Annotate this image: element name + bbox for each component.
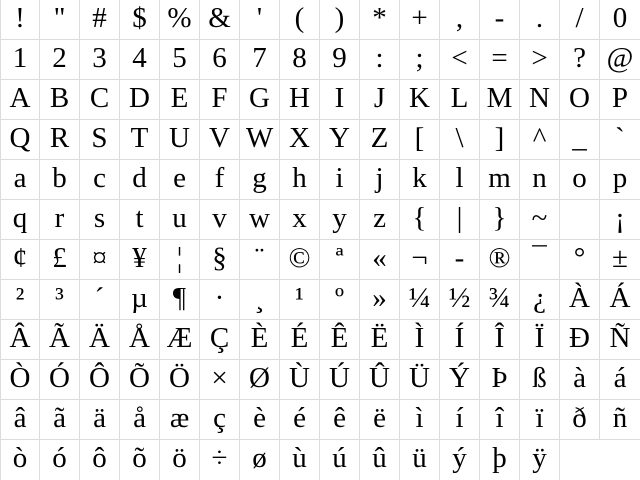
glyph-cell[interactable]: ¬	[400, 240, 440, 280]
glyph-cell[interactable]: f	[200, 160, 240, 200]
glyph-cell[interactable]: Ã	[40, 320, 80, 360]
glyph-cell[interactable]: ú	[320, 440, 360, 480]
glyph-cell[interactable]: )	[320, 0, 360, 40]
glyph-cell[interactable]: A	[0, 80, 40, 120]
glyph-cell[interactable]: }	[480, 200, 520, 240]
glyph-cell[interactable]: ¹	[280, 280, 320, 320]
glyph-cell[interactable]: |	[440, 200, 480, 240]
glyph-cell[interactable]: <	[440, 40, 480, 80]
glyph-cell[interactable]: T	[120, 120, 160, 160]
glyph-cell[interactable]: Æ	[160, 320, 200, 360]
glyph-cell[interactable]: î	[480, 400, 520, 440]
glyph-cell[interactable]: ß	[520, 360, 560, 400]
glyph-cell[interactable]: `	[600, 120, 640, 160]
glyph-cell[interactable]: à	[560, 360, 600, 400]
glyph-cell[interactable]: ,	[440, 0, 480, 40]
glyph-cell[interactable]: P	[600, 80, 640, 120]
glyph-cell[interactable]: Þ	[480, 360, 520, 400]
glyph-cell[interactable]: ¼	[400, 280, 440, 320]
glyph-cell[interactable]: µ	[120, 280, 160, 320]
glyph-cell[interactable]: O	[560, 80, 600, 120]
glyph-cell[interactable]: K	[400, 80, 440, 120]
glyph-cell[interactable]: a	[0, 160, 40, 200]
glyph-cell[interactable]: C	[80, 80, 120, 120]
glyph-cell[interactable]: Â	[0, 320, 40, 360]
glyph-cell[interactable]: û	[360, 440, 400, 480]
glyph-cell[interactable]: 2	[40, 40, 80, 80]
glyph-cell[interactable]: º	[320, 280, 360, 320]
glyph-cell[interactable]: h	[280, 160, 320, 200]
glyph-cell[interactable]: Ê	[320, 320, 360, 360]
glyph-cell[interactable]: r	[40, 200, 80, 240]
glyph-cell[interactable]: ³	[40, 280, 80, 320]
glyph-row	[0, 320, 640, 360]
glyph-cell[interactable]: æ	[160, 400, 200, 440]
glyph-cell[interactable]: N	[520, 80, 560, 120]
glyph-cell[interactable]: B	[40, 80, 80, 120]
glyph-cell[interactable]: D	[120, 80, 160, 120]
glyph-cell[interactable]: Ó	[40, 360, 80, 400]
glyph-cell[interactable]: ô	[80, 440, 120, 480]
glyph-cell[interactable]: i	[320, 160, 360, 200]
glyph-cell[interactable]: V	[200, 120, 240, 160]
glyph-cell[interactable]: H	[280, 80, 320, 120]
glyph-cell[interactable]: ]	[480, 120, 520, 160]
glyph-cell[interactable]: "	[40, 0, 80, 40]
glyph-cell[interactable]: t	[120, 200, 160, 240]
glyph-cell[interactable]: Y	[320, 120, 360, 160]
glyph-cell[interactable]: w	[240, 200, 280, 240]
glyph-cell[interactable]: R	[40, 120, 80, 160]
glyph-cell[interactable]: S	[80, 120, 120, 160]
glyph-row	[0, 440, 640, 480]
glyph-cell[interactable]: ä	[80, 400, 120, 440]
glyph-cell[interactable]: Ñ	[600, 320, 640, 360]
glyph-cell[interactable]: Ì	[400, 320, 440, 360]
glyph-cell[interactable]: è	[240, 400, 280, 440]
glyph-cell[interactable]: ø	[240, 440, 280, 480]
glyph-cell[interactable]: Ë	[360, 320, 400, 360]
glyph-cell[interactable]: \	[440, 120, 480, 160]
glyph-cell[interactable]: Ö	[160, 360, 200, 400]
glyph-cell[interactable]: (	[280, 0, 320, 40]
glyph-cell[interactable]: 3	[80, 40, 120, 80]
glyph-cell[interactable]: §	[200, 240, 240, 280]
glyph-row	[0, 400, 640, 440]
glyph-cell[interactable]: q	[0, 200, 40, 240]
glyph-cell[interactable]: È	[240, 320, 280, 360]
glyph-cell[interactable]: ÿ	[520, 440, 560, 480]
glyph-cell[interactable]: Ý	[440, 360, 480, 400]
glyph-cell[interactable]: ·	[200, 280, 240, 320]
glyph-cell[interactable]: ª	[320, 240, 360, 280]
glyph-cell[interactable]: ï	[520, 400, 560, 440]
glyph-cell[interactable]: /	[560, 0, 600, 40]
glyph-cell[interactable]: Û	[360, 360, 400, 400]
glyph-cell[interactable]: X	[280, 120, 320, 160]
glyph-cell[interactable]: ¦	[160, 240, 200, 280]
glyph-cell[interactable]: [	[400, 120, 440, 160]
glyph-cell[interactable]: m	[480, 160, 520, 200]
glyph-cell[interactable]: s	[80, 200, 120, 240]
glyph-cell[interactable]: v	[200, 200, 240, 240]
glyph-cell[interactable]: ì	[400, 400, 440, 440]
glyph-cell[interactable]: J	[360, 80, 400, 120]
glyph-cell[interactable]: I	[320, 80, 360, 120]
glyph-cell[interactable]: Ü	[400, 360, 440, 400]
glyph-cell[interactable]: Ù	[280, 360, 320, 400]
glyph-cell[interactable]: ¨	[240, 240, 280, 280]
glyph-cell[interactable]: ê	[320, 400, 360, 440]
glyph-cell[interactable]: ¾	[480, 280, 520, 320]
glyph-cell[interactable]: :	[360, 40, 400, 80]
glyph-cell[interactable]: n	[520, 160, 560, 200]
glyph-cell[interactable]: ¿	[520, 280, 560, 320]
glyph-cell[interactable]: 5	[160, 40, 200, 80]
glyph-cell[interactable]: #	[80, 0, 120, 40]
glyph-cell[interactable]: õ	[120, 440, 160, 480]
glyph-cell[interactable]: ½	[440, 280, 480, 320]
glyph-cell[interactable]: ã	[40, 400, 80, 440]
glyph-cell[interactable]: >	[520, 40, 560, 80]
glyph-cell[interactable]: u	[160, 200, 200, 240]
glyph-row	[0, 120, 640, 160]
glyph-cell[interactable]: ^	[520, 120, 560, 160]
glyph-cell[interactable]: .	[520, 0, 560, 40]
glyph-cell[interactable]: =	[480, 40, 520, 80]
glyph-row	[0, 0, 640, 40]
glyph-cell[interactable]: ö	[160, 440, 200, 480]
glyph-cell[interactable]: M	[480, 80, 520, 120]
glyph-row	[0, 160, 640, 200]
glyph-cell[interactable]: ±	[600, 240, 640, 280]
glyph-cell[interactable]: ¯	[520, 240, 560, 280]
glyph-cell[interactable]: 4	[120, 40, 160, 80]
glyph-cell[interactable]: þ	[480, 440, 520, 480]
glyph-cell[interactable]: d	[120, 160, 160, 200]
glyph-cell[interactable]: Ï	[520, 320, 560, 360]
glyph-cell[interactable]: y	[320, 200, 360, 240]
glyph-cell[interactable]: j	[360, 160, 400, 200]
glyph-cell[interactable]: Ø	[240, 360, 280, 400]
glyph-cell[interactable]: £	[40, 240, 80, 280]
glyph-cell[interactable]: ~	[520, 200, 560, 240]
glyph-cell[interactable]: ÷	[200, 440, 240, 480]
glyph-cell[interactable]: Á	[600, 280, 640, 320]
glyph-cell[interactable]: x	[280, 200, 320, 240]
glyph-cell[interactable]: ç	[200, 400, 240, 440]
glyph-cell[interactable]: +	[400, 0, 440, 40]
glyph-cell[interactable]: e	[160, 160, 200, 200]
glyph-cell[interactable]: Ú	[320, 360, 360, 400]
glyph-cell[interactable]: Å	[120, 320, 160, 360]
glyph-cell[interactable]: á	[600, 360, 640, 400]
glyph-cell[interactable]: G	[240, 80, 280, 120]
glyph-cell[interactable]: Í	[440, 320, 480, 360]
glyph-cell[interactable]: í	[440, 400, 480, 440]
glyph-cell[interactable]: $	[120, 0, 160, 40]
glyph-cell[interactable]: â	[0, 400, 40, 440]
glyph-cell[interactable]: _	[560, 120, 600, 160]
glyph-cell[interactable]: c	[80, 160, 120, 200]
glyph-cell[interactable]: g	[240, 160, 280, 200]
glyph-cell[interactable]: Î	[480, 320, 520, 360]
glyph-cell[interactable]: °	[560, 240, 600, 280]
glyph-cell[interactable]	[560, 200, 600, 240]
glyph-cell[interactable]: k	[400, 160, 440, 200]
glyph-cell[interactable]: ¸	[240, 280, 280, 320]
glyph-cell[interactable]: ó	[40, 440, 80, 480]
glyph-cell[interactable]: ð	[560, 400, 600, 440]
glyph-cell[interactable]: l	[440, 160, 480, 200]
glyph-cell[interactable]: Z	[360, 120, 400, 160]
glyph-cell[interactable]: 0	[600, 0, 640, 40]
glyph-cell[interactable]: ¤	[80, 240, 120, 280]
glyph-cell[interactable]: *	[360, 0, 400, 40]
glyph-cell[interactable]: ë	[360, 400, 400, 440]
glyph-cell[interactable]: Q	[0, 120, 40, 160]
glyph-cell[interactable]: Ð	[560, 320, 600, 360]
glyph-cell[interactable]: W	[240, 120, 280, 160]
glyph-cell[interactable]: »	[360, 280, 400, 320]
glyph-cell[interactable]: o	[560, 160, 600, 200]
glyph-cell[interactable]: @	[600, 40, 640, 80]
glyph-cell[interactable]: Ç	[200, 320, 240, 360]
glyph-cell[interactable]: ?	[560, 40, 600, 80]
glyph-cell[interactable]: E	[160, 80, 200, 120]
glyph-cell[interactable]: ¢	[0, 240, 40, 280]
glyph-cell[interactable]: å	[120, 400, 160, 440]
glyph-cell[interactable]: Ò	[0, 360, 40, 400]
glyph-cell[interactable]: É	[280, 320, 320, 360]
glyph-cell[interactable]: %	[160, 0, 200, 40]
glyph-cell[interactable]: «	[360, 240, 400, 280]
glyph-cell[interactable]: ²	[0, 280, 40, 320]
glyph-cell[interactable]: Õ	[120, 360, 160, 400]
glyph-cell[interactable]: L	[440, 80, 480, 120]
glyph-cell[interactable]: 9	[320, 40, 360, 80]
glyph-cell[interactable]: À	[560, 280, 600, 320]
glyph-row	[0, 240, 640, 280]
glyph-row	[0, 40, 640, 80]
glyph-cell[interactable]: 6	[200, 40, 240, 80]
glyph-row	[0, 80, 640, 120]
glyph-cell[interactable]: ñ	[600, 400, 640, 440]
glyph-row	[0, 360, 640, 400]
glyph-cell[interactable]: ¡	[600, 200, 640, 240]
glyph-cell[interactable]: Ô	[80, 360, 120, 400]
glyph-cell[interactable]: '	[240, 0, 280, 40]
glyph-cell[interactable]: é	[280, 400, 320, 440]
glyph-cell[interactable]: -	[440, 240, 480, 280]
glyph-cell[interactable]: z	[360, 200, 400, 240]
glyph-cell[interactable]: Ä	[80, 320, 120, 360]
glyph-cell[interactable]: ;	[400, 40, 440, 80]
glyph-cell[interactable]: ý	[440, 440, 480, 480]
glyph-cell[interactable]: ×	[200, 360, 240, 400]
glyph-cell[interactable]: 1	[0, 40, 40, 80]
glyph-cell[interactable]: U	[160, 120, 200, 160]
glyph-cell[interactable]: F	[200, 80, 240, 120]
glyph-cell[interactable]: b	[40, 160, 80, 200]
glyph-cell[interactable]: ®	[480, 240, 520, 280]
glyph-cell[interactable]: ©	[280, 240, 320, 280]
glyph-row	[0, 280, 640, 320]
glyph-cell[interactable]: ´	[80, 280, 120, 320]
glyph-cell[interactable]: ü	[400, 440, 440, 480]
glyph-cell[interactable]: ò	[0, 440, 40, 480]
glyph-cell[interactable]: 8	[280, 40, 320, 80]
glyph-cell[interactable]: 7	[240, 40, 280, 80]
glyph-cell[interactable]: ¶	[160, 280, 200, 320]
glyph-cell[interactable]: p	[600, 160, 640, 200]
glyph-cell[interactable]: -	[480, 0, 520, 40]
glyph-row	[0, 200, 640, 240]
glyph-cell[interactable]: ¥	[120, 240, 160, 280]
glyph-cell[interactable]: {	[400, 200, 440, 240]
glyph-cell[interactable]: !	[0, 0, 40, 40]
glyph-cell[interactable]: ù	[280, 440, 320, 480]
glyph-cell[interactable]: &	[200, 0, 240, 40]
